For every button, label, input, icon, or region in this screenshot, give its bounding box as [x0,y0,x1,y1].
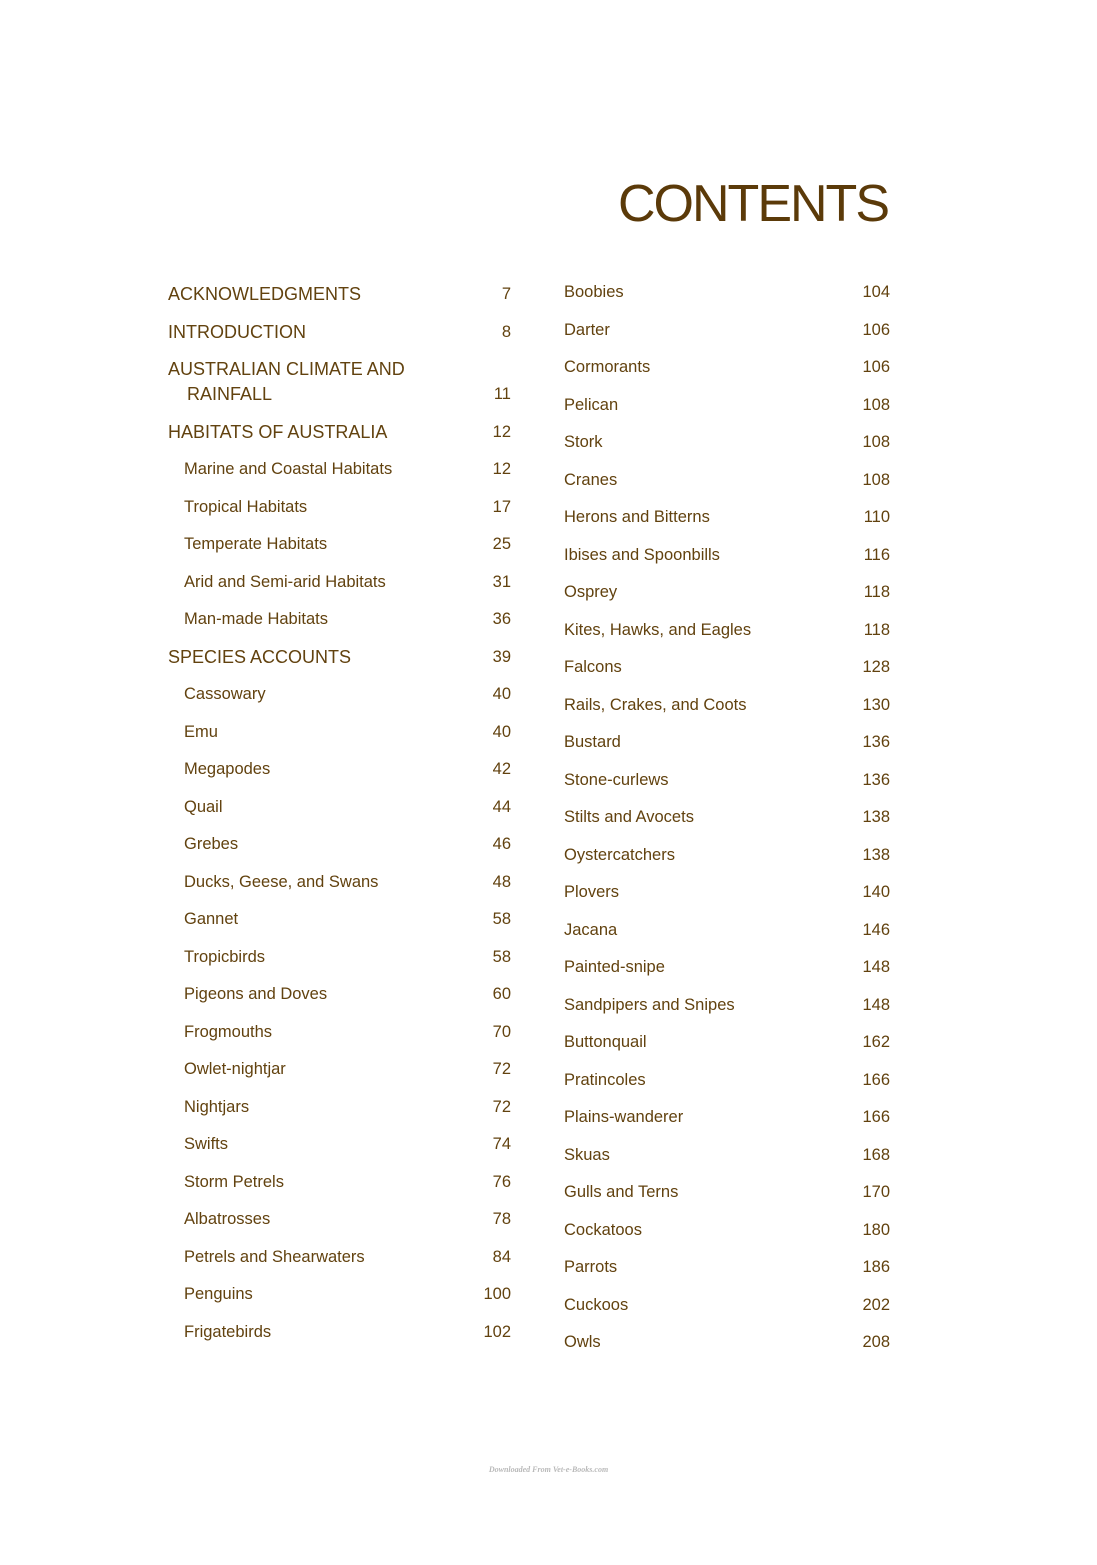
page-number: 58 [492,947,511,966]
toc-entry [168,1132,511,1157]
toc-entry [548,618,890,643]
toc-entry [548,1255,890,1280]
entry-title: Emu [184,722,218,741]
page-number: 148 [862,958,890,976]
page-number: 100 [483,1285,511,1303]
page-number: 140 [862,883,890,901]
entry-title: Sandpipers and Snipes [564,995,735,1014]
toc-entry [548,505,890,530]
entry-title: Bustard [564,733,621,751]
toc-entry [548,1293,890,1318]
toc-entry [168,1282,511,1307]
toc-entry [548,768,890,793]
entry-title: Albatrosses [184,1210,271,1228]
toc-entry [168,682,511,707]
toc-entry [548,430,890,455]
page-number: 72 [492,1097,511,1116]
page-number: 60 [492,985,511,1003]
toc-entry [548,1218,890,1243]
entry-title: Megapodes [184,760,271,778]
toc-entry [168,757,511,782]
page-number: 108 [862,433,890,451]
toc-entry [548,880,890,905]
entry-title: Frigatebirds [184,1322,272,1341]
entry-title: Gulls and Terns [564,1183,679,1201]
page-number: 208 [862,1333,890,1351]
page-number: 12 [492,460,511,478]
toc-entry [548,993,890,1018]
page-number: 11 [493,385,511,403]
section-title: ACKNOWLEDGMENTS [168,284,362,304]
toc-entry [548,1180,890,1205]
page-number: 40 [492,685,511,703]
page-number: 7 [501,285,511,303]
page-number: 108 [862,470,890,489]
entry-title: Tropical Habitats [184,497,308,516]
page-number: 25 [492,535,511,553]
entry-title: Storm Petrels [184,1172,284,1191]
page-number: 36 [492,610,511,628]
entry-title: Stone-curlews [564,770,669,789]
toc-entry [168,982,511,1007]
toc-entry [168,907,511,932]
page-number: 17 [492,497,511,516]
toc-entry [168,1245,511,1270]
entry-title: Rails, Crakes, and Coots [564,695,747,714]
page-number: 170 [862,1183,890,1201]
entry-title: Stork [564,433,603,451]
entry-title: Ibises and Spoonbills [564,545,720,564]
toc-entry [548,1030,890,1055]
toc-entry [168,532,511,557]
toc-entry [168,832,511,857]
entry-title: Gannet [184,910,239,928]
page-number: 116 [863,545,890,564]
page-number: 146 [862,920,890,939]
toc-entry [168,457,511,482]
page-number: 130 [862,695,890,714]
toc-entry [548,843,890,868]
toc-entry [168,1170,511,1195]
entry-title: Buttonquail [564,1033,647,1051]
page-number: 84 [492,1247,511,1266]
entry-title: Cassowary [184,685,266,703]
toc-entry [168,720,511,745]
entry-title: Ducks, Geese, and Swans [184,872,379,891]
section-title: INTRODUCTION [168,321,306,342]
page-title: CONTENTS [618,175,888,233]
page-number: 72 [492,1060,511,1078]
toc-entry [168,607,511,632]
entry-title: Frogmouths [184,1022,273,1041]
entry-title: Parrots [564,1258,618,1276]
toc-entry [548,1330,890,1355]
toc-entry [548,955,890,980]
toc-entry [548,693,890,718]
toc-right-column [548,280,890,1368]
entry-title: Owlet-nightjar [184,1060,286,1078]
entry-title: Osprey [564,583,618,601]
page-number: 180 [862,1220,890,1239]
toc-entry [548,393,890,418]
page-number: 70 [492,1022,511,1041]
entry-title: Painted-snipe [564,958,665,976]
toc-entry [548,580,890,605]
toc-section-entry [168,320,511,345]
entry-title: Boobies [564,283,624,301]
page-number: 12 [492,422,511,441]
page-number: 168 [862,1145,890,1164]
toc-entry [548,918,890,943]
toc-section-entry [168,645,511,670]
toc-entry [548,655,890,680]
entry-title: Jacana [564,920,618,939]
toc-section-entry [168,282,511,307]
entry-title: Pigeons and Doves [184,985,328,1003]
entry-title: Cuckoos [564,1295,629,1314]
entry-title: Plains-wanderer [564,1108,684,1126]
toc-entry [168,795,511,820]
page-number: 46 [492,835,511,853]
page-number: 166 [862,1108,890,1126]
entry-title: Stilts and Avocets [564,808,694,826]
entry-title: Falcons [564,658,622,676]
section-title: HABITATS OF AUSTRALIA [168,421,388,442]
toc-entry [548,730,890,755]
toc-entry [548,318,890,343]
page-number: 202 [862,1295,890,1314]
toc-entry [168,1057,511,1082]
page-number: 42 [492,760,511,778]
page-number: 40 [492,722,511,741]
download-watermark: Downloaded From Vet-e-Books.com [488,1465,609,1474]
section-title: AUSTRALIAN CLIMATE AND RAINFALL [168,359,405,404]
page-number: 102 [483,1322,511,1341]
entry-title: Cockatoos [564,1220,642,1239]
page-number: 186 [862,1258,890,1276]
page-number: 48 [492,872,511,891]
page-number: 78 [492,1210,511,1228]
page-number: 138 [862,808,890,826]
toc-entry [168,495,511,520]
entry-title: Quail [184,797,223,816]
entry-title: Cormorants [564,358,651,376]
entry-title: Darter [564,320,610,339]
toc-entry [548,543,890,568]
toc-left-column [168,282,511,1357]
toc-entry [548,468,890,493]
page-number: 128 [862,658,890,676]
toc-entry [168,1020,511,1045]
page-number: 148 [862,995,890,1014]
page-number: 106 [862,320,890,339]
entry-title: Marine and Coastal Habitats [184,460,393,478]
toc-entry [168,1207,511,1232]
page-number: 166 [862,1070,890,1089]
entry-title: Nightjars [184,1097,250,1116]
page-number: 74 [492,1135,511,1153]
page-number: 76 [492,1172,511,1191]
toc-entry [168,870,511,895]
toc-entry [168,570,511,595]
page-number: 106 [862,358,890,376]
toc-entry [548,355,890,380]
toc-entry [548,1068,890,1093]
page-number: 8 [501,322,511,341]
entry-title: Swifts [184,1135,229,1153]
entry-title: Skuas [564,1145,610,1164]
entry-title: Kites, Hawks, and Eagles [564,620,752,639]
entry-title: Owls [564,1333,601,1351]
section-title: SPECIES ACCOUNTS [168,646,352,667]
entry-title: Tropicbirds [184,947,265,966]
toc-entry [548,1143,890,1168]
page-number: 136 [862,770,890,789]
entry-title: Arid and Semi-arid Habitats [184,572,386,591]
page-number: 39 [492,647,511,666]
entry-title: Pelican [564,395,619,414]
toc-section-entry [168,357,511,407]
page-number: 162 [862,1033,890,1051]
page-number: 110 [863,508,890,526]
toc-entry [168,1320,511,1345]
entry-title: Penguins [184,1285,253,1303]
entry-title: Plovers [564,883,620,901]
entry-title: Grebes [184,835,239,853]
page-number: 118 [863,620,890,639]
entry-title: Herons and Bitterns [564,508,710,526]
toc-entry [548,280,890,305]
page-number: 44 [492,797,511,816]
page-number: 118 [863,583,890,601]
page-number: 108 [862,395,890,414]
entry-title: Man-made Habitats [184,610,328,628]
entry-title: Temperate Habitats [184,535,328,553]
page-number: 58 [492,910,511,928]
page-number: 104 [862,283,890,301]
entry-title: Petrels and Shearwaters [184,1247,365,1266]
page-number: 138 [862,845,890,864]
page-number: 136 [862,733,890,751]
entry-title: Cranes [564,470,618,489]
page-number: 31 [492,572,511,591]
toc-entry [548,1105,890,1130]
toc-section-entry [168,420,511,445]
toc-entry [548,805,890,830]
entry-title: Oystercatchers [564,845,675,864]
toc-entry [168,945,511,970]
entry-title: Pratincoles [564,1070,646,1089]
toc-entry [168,1095,511,1120]
